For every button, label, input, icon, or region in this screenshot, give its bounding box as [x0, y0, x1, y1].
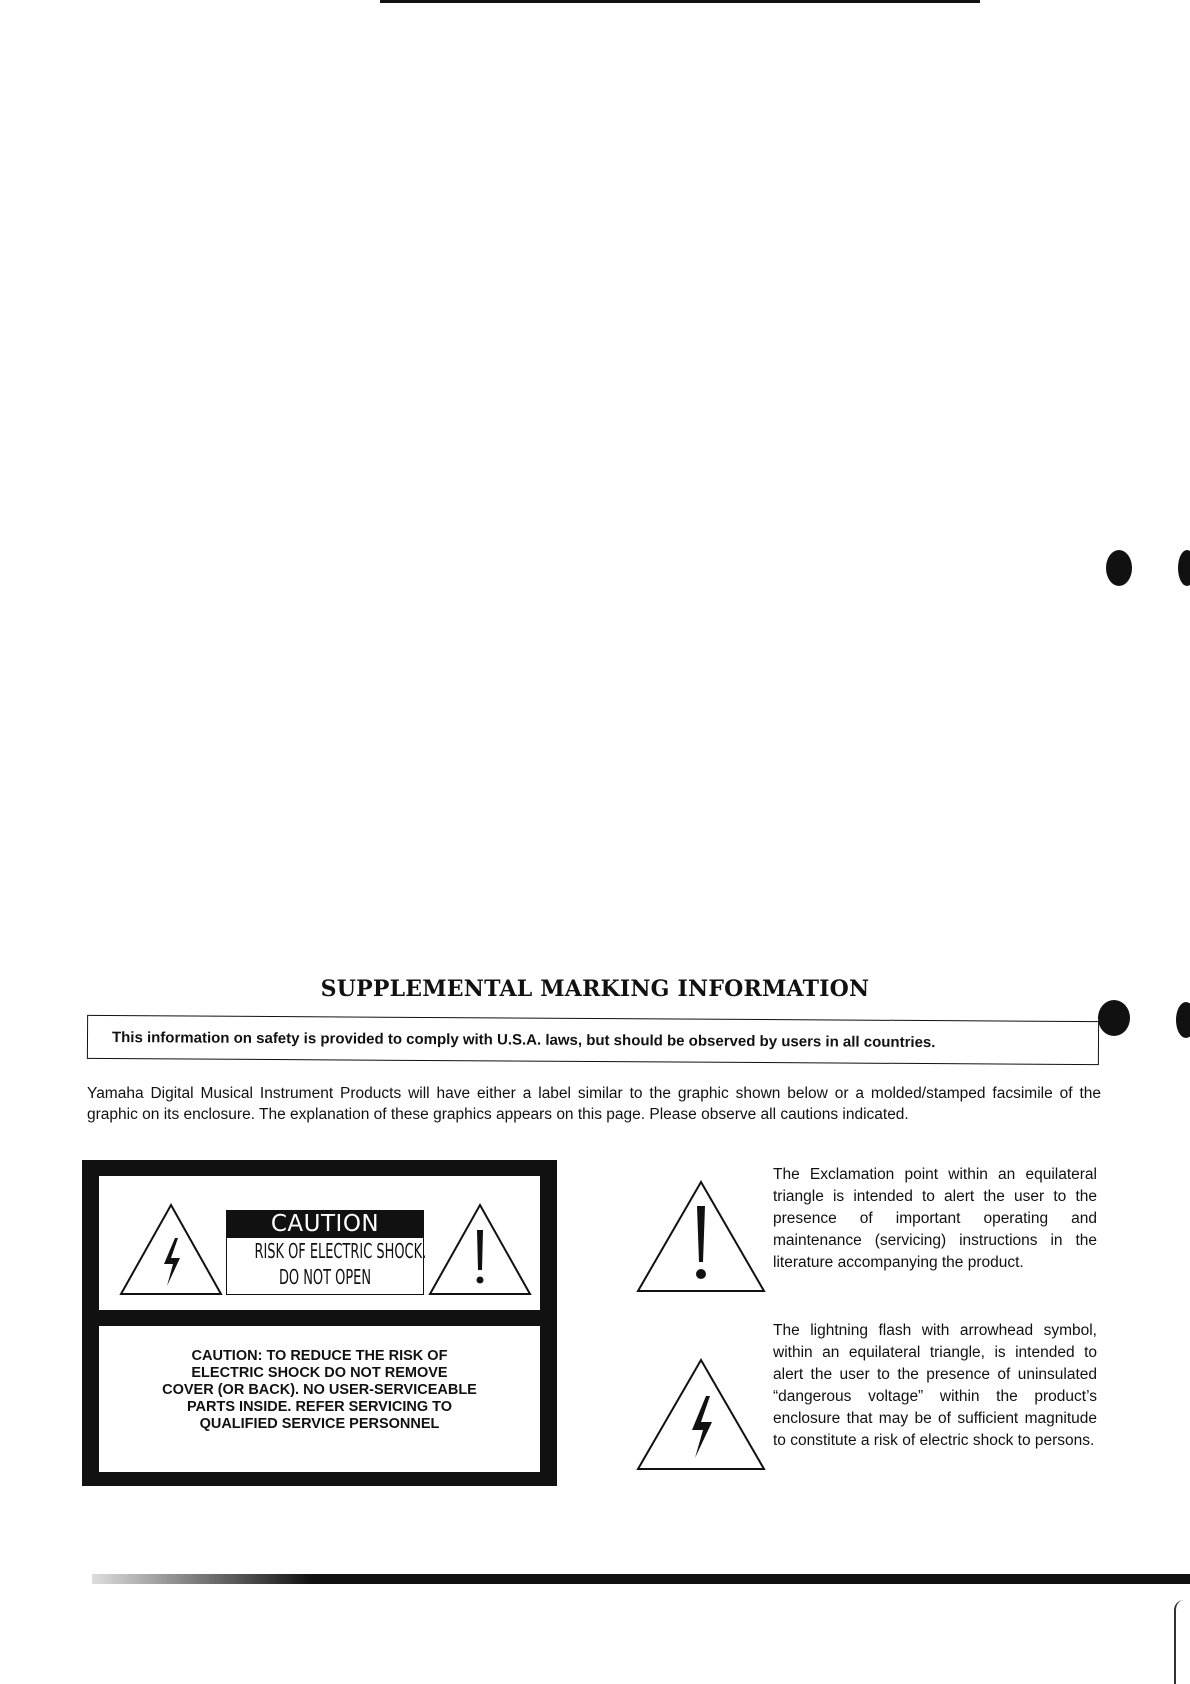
binder-hole-mark — [1176, 1002, 1190, 1038]
intro-paragraph: Yamaha Digital Musical Instrument Products will have either a label similar to the graphic shown below or a molded/stamped facsimile of the graphic on its enclosure. The explanation of these graphics appears on this page. Please observe all cautions indicated. — [87, 1085, 1101, 1123]
caution-instructions-line: CAUTION: TO REDUCE THE RISK OF — [191, 1347, 448, 1364]
exclamation-symbol-icon — [635, 1180, 767, 1294]
lightning-triangle-icon — [117, 1202, 225, 1298]
binder-hole-mark — [1098, 1000, 1130, 1036]
page-title: SUPPLEMENTAL MARKING INFORMATION — [320, 976, 870, 1002]
lightning-description: The lightning flash with arrowhead symbol, within an equilateral triangle, is intended to alert the user to the presence of uninsulated “dangerous voltage” within the product’s enclosure that may be of sufficient magnitude to constitute a risk of electric shock to persons. — [773, 1322, 1097, 1449]
safety-notice-text: This information on safety is provided to comply with U.S.A. laws, but should be observed by users in all countries. — [111, 1028, 936, 1051]
page-edge-curl — [1174, 1600, 1190, 1684]
exclamation-description: The Exclamation point within an equilateral triangle is intended to alert the user to the presence of important operating and maintenance (servicing) instructions in the literature accompanying the product. — [773, 1166, 1097, 1271]
caution-sign — [226, 1210, 427, 1295]
caution-label-bottom-panel — [99, 1326, 540, 1472]
caution-label — [82, 1160, 557, 1486]
lightning-symbol-icon — [635, 1358, 767, 1472]
bottom-edge-rule — [92, 1574, 1190, 1584]
caution-instructions — [162, 1348, 477, 1433]
caution-instructions-line: ELECTRIC SHOCK DO NOT REMOVE — [191, 1364, 448, 1381]
caution-sign-line-1: RISK OF ELECTRIC SHOCK. — [254, 1239, 427, 1263]
exclamation-triangle-icon — [426, 1202, 534, 1298]
binder-hole-mark — [1178, 550, 1190, 586]
binder-hole-mark — [1106, 550, 1132, 586]
caution-sign-heading: CAUTION — [227, 1211, 423, 1238]
caution-instructions-line: COVER (OR BACK). NO USER-SERVICEABLE — [162, 1381, 477, 1398]
caution-instructions-line: QUALIFIED SERVICE PERSONNEL — [199, 1415, 440, 1432]
caution-sign-line-2: DO NOT OPEN — [278, 1265, 372, 1289]
caution-instructions-line: PARTS INSIDE. REFER SERVICING TO — [186, 1398, 453, 1415]
safety-notice-box — [87, 1015, 1099, 1065]
top-edge-rule — [380, 0, 980, 3]
caution-label-top-panel — [99, 1176, 540, 1310]
